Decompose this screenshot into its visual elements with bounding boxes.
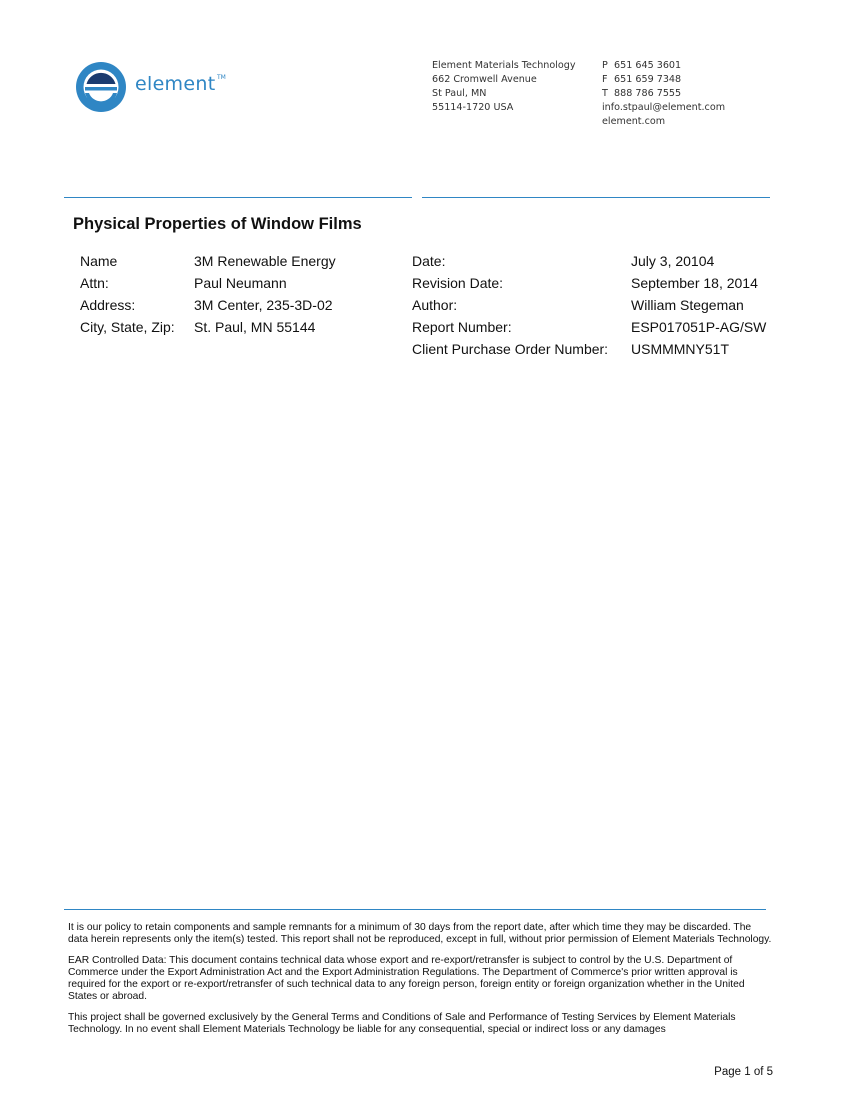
footer-divider	[64, 909, 766, 910]
governance-text: This project shall be governed exclusively by the General Terms and Conditions of Sale and Performance of Testing Services by Element Materials Technology. In no event shall Element Materials Technology be liable for any consequential, special or indirect loss or any damages	[68, 1011, 736, 1036]
author-value: William Stegeman	[631, 297, 744, 313]
revision-date-label: Revision Date:	[412, 275, 504, 291]
address-line: 55114-1720 USA	[432, 102, 514, 113]
phone-prefix: P	[602, 60, 608, 71]
tollfree-prefix: T	[602, 88, 608, 99]
date-value: July 3, 20104	[631, 253, 715, 269]
footer-disclaimer	[68, 922, 773, 1044]
phone-line	[602, 59, 725, 73]
po-number-value: USMMMNY51T	[631, 341, 730, 357]
address-line: St Paul, MN	[432, 88, 487, 99]
tollfree-line	[602, 87, 725, 101]
logo-wordmark: element	[135, 73, 216, 95]
company-contact	[602, 59, 725, 129]
retention-policy-text: It is our policy to retain components and sample remnants for a minimum of 30 days from the report date, after which time they may be discarded. The data herein represents only the item(s) tested. This report shall not be reproduced, except in full, without prior permission of Element Materials Technology.	[68, 922, 772, 946]
email-link[interactable]: info.stpaul@element.com	[602, 102, 726, 113]
attn-label: Attn:	[80, 275, 109, 291]
fax-number: 651 659 7348	[614, 74, 682, 85]
address-value: 3M Center, 235-3D-02	[194, 297, 333, 313]
element-logo	[74, 60, 224, 116]
fax-prefix: F	[602, 74, 608, 85]
client-name-value: 3M Renewable Energy	[194, 253, 336, 269]
header-divider-left	[64, 197, 412, 198]
city-state-zip-value: St. Paul, MN 55144	[194, 319, 316, 335]
element-logo-icon	[74, 60, 128, 114]
author-label: Author:	[412, 297, 458, 313]
attn-value: Paul Neumann	[194, 275, 287, 291]
address-line: 662 Cromwell Avenue	[432, 74, 537, 85]
phone-number: 651 645 3601	[614, 60, 682, 71]
website-link[interactable]: element.com	[602, 116, 666, 127]
report-number-label: Report Number:	[412, 319, 512, 335]
company-address	[432, 59, 576, 115]
page-number: Page 1 of 5	[714, 1066, 773, 1078]
report-number-value: ESP017051P-AG/SW	[631, 319, 767, 335]
revision-date-value: September 18, 2014	[631, 275, 758, 291]
date-label: Date:	[412, 253, 446, 269]
address-line: Element Materials Technology	[432, 60, 576, 71]
city-state-zip-label: City, State, Zip:	[80, 319, 175, 335]
ear-controlled-text: EAR Controlled Data: This document contains technical data whose export and re-export/retransfer is subject to control by the U.S. Department of Commerce under the Export Administration Act and the Export Administration Regulations. The Department of Commerce's prior written approval is required for the export or re-export/retransfer of such technical data to any foreign person, foreign entity or foreign organization whether in the United States or abroad.	[68, 954, 745, 1003]
logo-trademark: TM	[217, 74, 226, 81]
address-label: Address:	[80, 297, 136, 313]
tollfree-number: 888 786 7555	[614, 88, 682, 99]
po-number-label: Client Purchase Order Number:	[412, 341, 609, 357]
client-name-label: Name	[80, 253, 118, 269]
header-divider-right	[422, 197, 770, 198]
fax-line	[602, 73, 725, 87]
report-title: Physical Properties of Window Films	[73, 215, 362, 233]
